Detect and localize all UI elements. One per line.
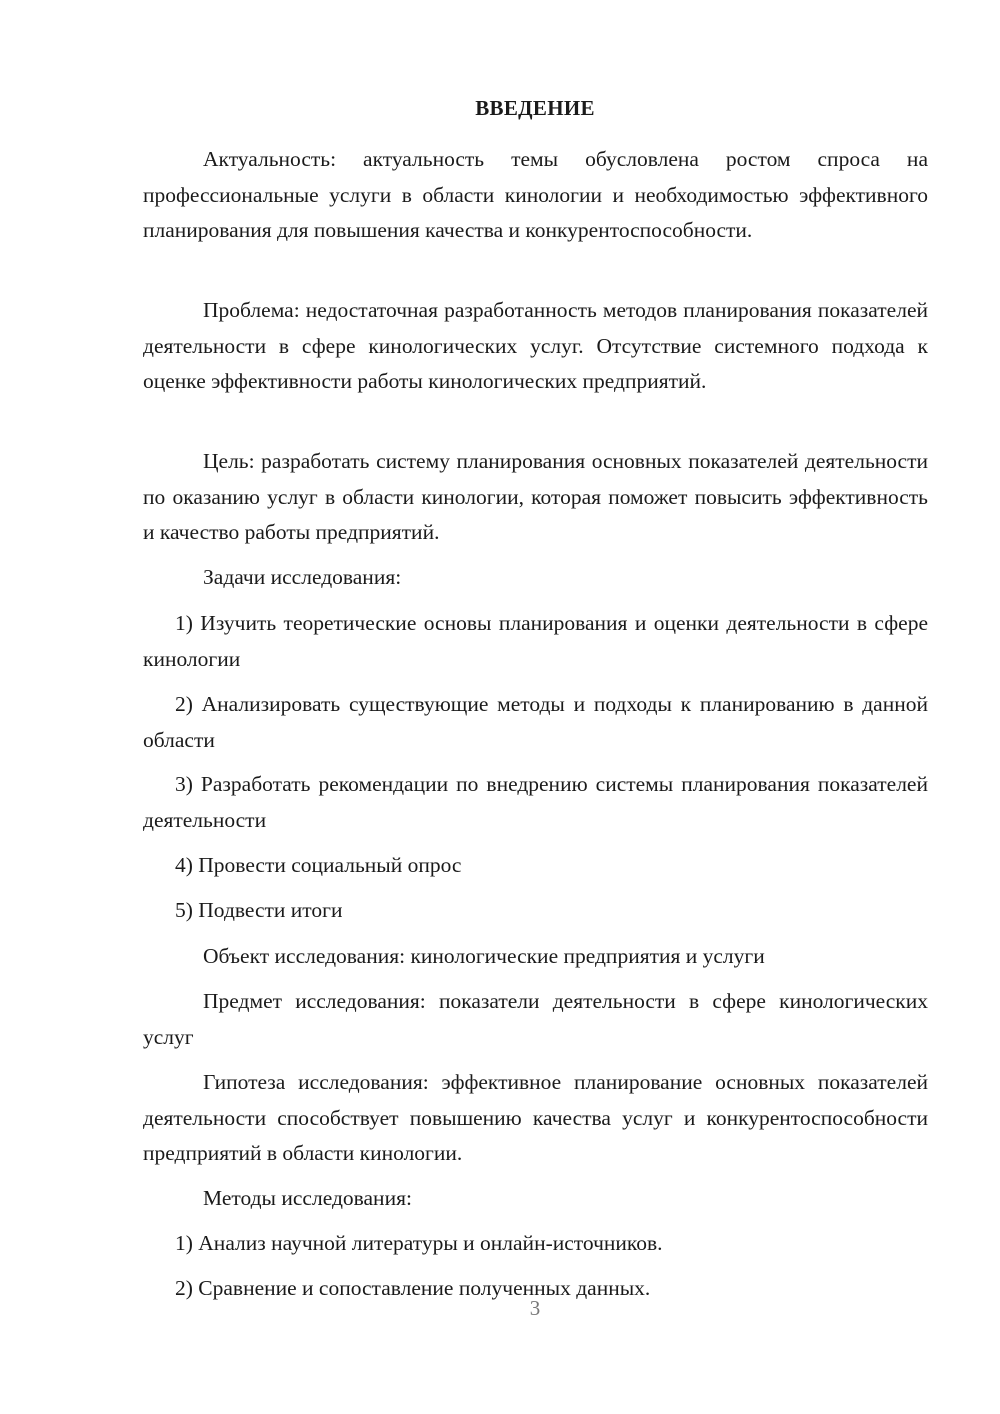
object-paragraph: Объект исследования: кинологические предприятия и услуги bbox=[203, 944, 765, 968]
subject-paragraph: Предмет исследования: показатели деятельности в сфере кинологических услуг bbox=[143, 989, 928, 1049]
hypothesis-paragraph: Гипотеза исследования: эффективное планирование основных показателей деятельности способствует повышению качества услуг и конкурентоспособности предприятий в области кинологии. bbox=[143, 1070, 928, 1165]
task-item-5: 5) Подвести итоги bbox=[175, 898, 343, 922]
task-item-2: 2) Анализировать существующие методы и подходы к планированию в данной области bbox=[143, 692, 928, 752]
task-item-1: 1) Изучить теоретические основы планирования и оценки деятельности в сфере кинологии bbox=[143, 611, 928, 671]
task-item-3: 3) Разработать рекомендации по внедрению системы планирования показателей деятельности bbox=[143, 772, 928, 832]
method-item-1: 1) Анализ научной литературы и онлайн-источников. bbox=[175, 1231, 663, 1255]
methods-heading: Методы исследования: bbox=[203, 1186, 412, 1210]
problem-paragraph: Проблема: недостаточная разработанность методов планирования показателей деятельности в сфере кинологических услуг. Отсутствие системного подхода к оценке эффективности работы кинологических предприятий. bbox=[143, 298, 928, 393]
relevance-paragraph: Актуальность: актуальность темы обусловлена ростом спроса на профессиональные услуги в области кинологии и необходимостью эффективного планирования для повышения качества и конкурентоспособности. bbox=[143, 147, 928, 242]
tasks-heading: Задачи исследования: bbox=[203, 565, 402, 589]
method-item-2: 2) Сравнение и сопоставление полученных данных. bbox=[175, 1276, 651, 1300]
page-number: 3 bbox=[529, 1296, 541, 1320]
goal-paragraph: Цель: разработать систему планирования основных показателей деятельности по оказанию услуг в области кинологии, которая поможет повысить эффективность и качество работы предприятий. bbox=[143, 449, 928, 544]
section-title: ВВЕДЕНИЕ bbox=[475, 96, 595, 120]
task-item-4: 4) Провести социальный опрос bbox=[175, 853, 462, 877]
